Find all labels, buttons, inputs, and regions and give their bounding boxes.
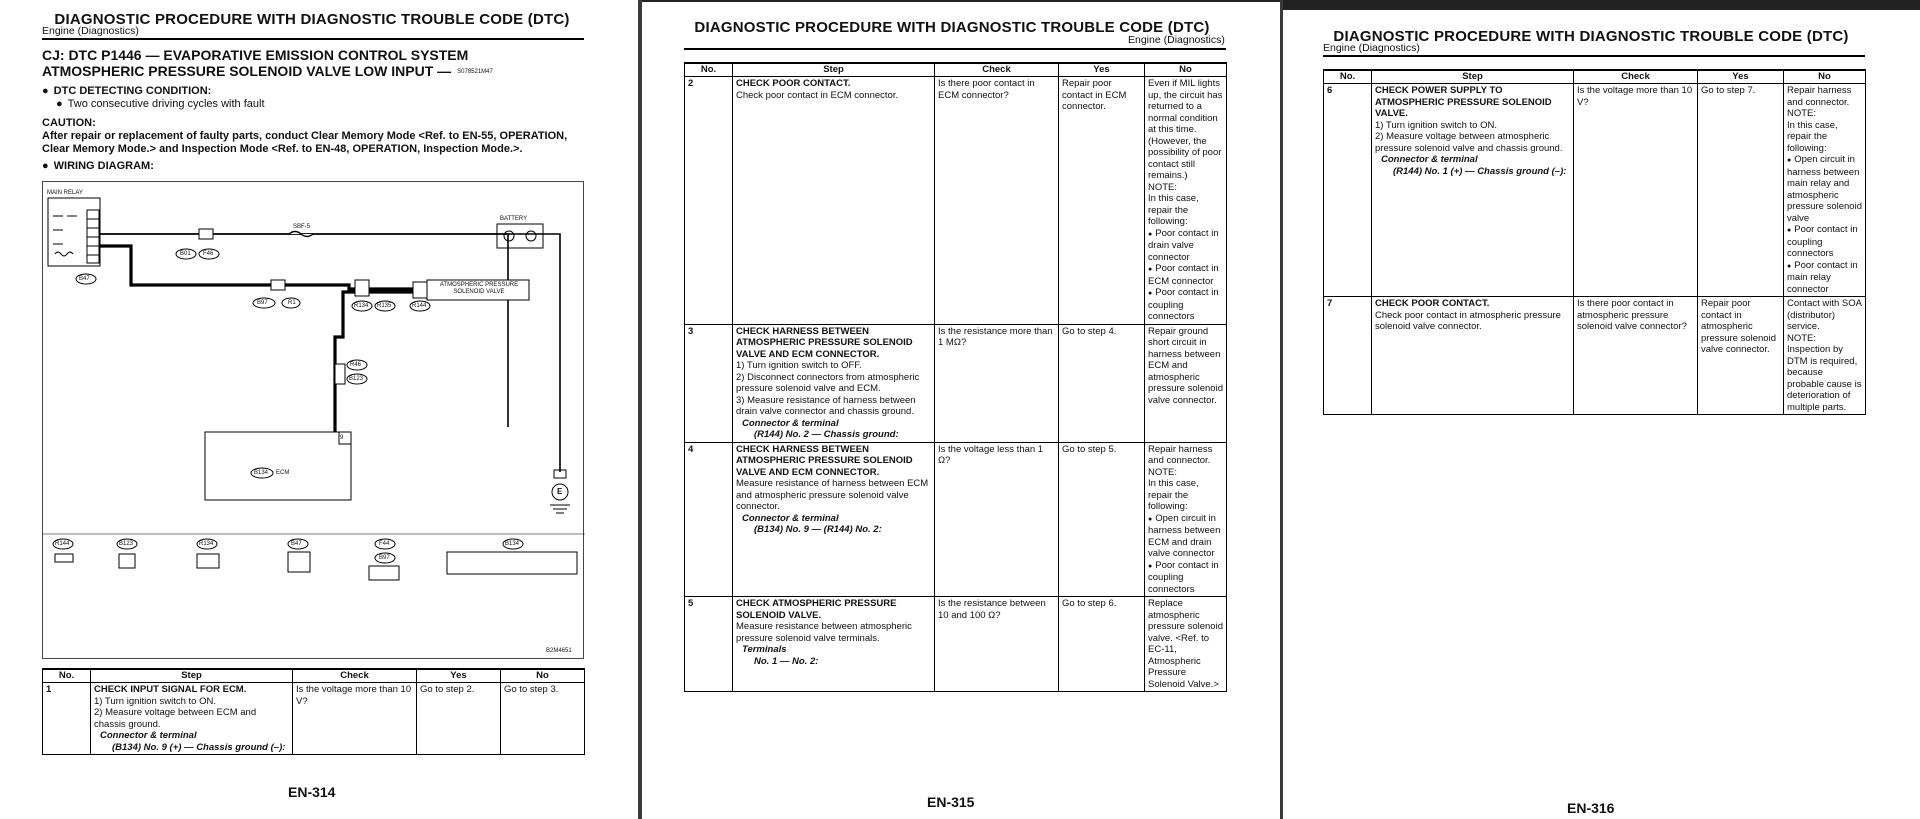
yes-cell: Go to step 4. — [1059, 324, 1145, 442]
step-cell — [733, 324, 935, 442]
connector-label: Connector & terminal — [742, 417, 839, 429]
yes-cell: Go to step 7. — [1698, 84, 1784, 297]
page-number: EN-314 — [288, 784, 336, 800]
step-title: CHECK HARNESS BETWEEN ATMOSPHERIC PRESSURE SOLENOID VALVE AND ECM CONNECTOR. — [736, 443, 913, 478]
figure-code: B2M4651 — [546, 648, 572, 654]
no-cell — [1145, 77, 1227, 325]
conn-b134: B134 — [254, 470, 269, 476]
conn-r1: R1 — [288, 300, 296, 306]
table-header-row — [1324, 70, 1866, 84]
column-header: Step — [91, 669, 293, 683]
step-instruction: 2) Disconnect connectors from atmospheric pressure solenoid valve and ECM. — [736, 371, 920, 394]
step-instruction: Measure resistance of harness between ECM and atmospheric pressure solenoid valve connector. — [736, 478, 929, 512]
wiring-diagram-svg — [43, 182, 585, 660]
step-title: CHECK INPUT SIGNAL FOR ECM. — [94, 684, 247, 695]
table-header-row — [685, 63, 1227, 77]
step-title: CHECK POWER SUPPLY TO ATMOSPHERIC PRESSURE SOLENOID VALVE. — [1375, 85, 1552, 119]
yes-cell: Go to step 6. — [1059, 597, 1145, 692]
wiring-heading: WIRING DIAGRAM: — [53, 160, 154, 172]
step-instruction: 1) Turn ignition switch to ON. — [94, 695, 216, 707]
no-note: Inspection by DTM is required, because probable cause is deterioration of multiple parts. — [1787, 344, 1862, 413]
no-note: NOTE: — [1148, 466, 1178, 478]
condition-block: ● DTC DETECTING CONDITION: ● Two consecutive driving cycles with fault — [42, 85, 265, 110]
step-instruction: Measure resistance between atmospheric pressure solenoid valve terminals. — [736, 621, 912, 644]
atm-valve-label: ATMOSPHERIC PRESSURE SOLENOID VALVE — [439, 282, 519, 295]
column-header: No — [501, 669, 585, 683]
yes-cell: Repair poor contact in ECM connector. — [1059, 77, 1145, 325]
step-number: 6 — [1324, 84, 1372, 297]
conn-r135: R135 — [377, 303, 392, 309]
table-header-row — [43, 669, 585, 683]
ecm-pin-9: 9 — [340, 435, 344, 441]
column-header: No. — [43, 669, 91, 683]
step-instruction: 1) Turn ignition switch to ON. — [1375, 119, 1497, 131]
connector-terminal: No. 1 — No. 2: — [754, 655, 819, 667]
step-number: 4 — [685, 442, 733, 597]
no-note: NOTE: — [1148, 181, 1178, 193]
legend-r144: R144 — [55, 541, 70, 547]
no-cell — [1145, 324, 1227, 442]
conn-r144: R144 — [412, 303, 427, 309]
page-subheader: Engine (Diagnostics) — [1323, 42, 1420, 54]
no-bullet: ● Open circuit in harness between main relay and atmospheric pressure solenoid valve — [1787, 154, 1862, 224]
no-bullet: ● Poor contact in main relay connector — [1787, 260, 1862, 296]
column-header: Step — [1372, 70, 1574, 84]
connector-label: Connector & terminal — [100, 730, 197, 741]
page-subheader: Engine (Diagnostics) — [1128, 34, 1225, 46]
no-cell — [1145, 442, 1227, 597]
legend-b97: B97 — [379, 555, 390, 561]
no-note: In this case, repair the following: — [1148, 193, 1199, 227]
legend-f44: F44 — [379, 541, 390, 547]
table-row — [685, 324, 1227, 442]
column-header: Yes — [417, 669, 501, 683]
step-instruction: 3) Measure resistance of harness between drain valve connector and chassis ground. — [736, 394, 916, 417]
conn-r46: R46 — [350, 362, 362, 368]
no-note: Repair harness and connector. — [1787, 85, 1852, 108]
no-bullet: ● Poor contact in ECM connector — [1148, 263, 1223, 287]
legend-b123: B123 — [119, 541, 134, 547]
condition-heading: DTC DETECTING CONDITION: — [53, 85, 212, 97]
no-bullet: ● Open circuit in harness between ECM and drain valve connector — [1148, 513, 1223, 560]
step-number: 5 — [685, 597, 733, 692]
column-header: Step — [733, 63, 935, 77]
legend-b134: B134 — [505, 541, 520, 547]
dtc-table-en-314 — [42, 668, 585, 755]
column-header: Yes — [1059, 63, 1145, 77]
step-cell — [733, 77, 935, 325]
dtc-title-line2: ATMOSPHERIC PRESSURE SOLENOID VALVE LOW INPUT — — [42, 63, 452, 79]
no-note: Repair ground short circuit in harness between ECM and atmospheric pressure solenoid valve connector. — [1148, 325, 1223, 406]
no-note: In this case, repair the following: — [1148, 478, 1199, 512]
yes-cell: Repair poor contact in atmospheric pressure solenoid valve connector. — [1698, 297, 1784, 415]
step-cell — [1372, 84, 1574, 297]
conn-b01: B01 — [180, 251, 191, 257]
check-cell: Is there poor contact in ECM connector? — [935, 77, 1059, 325]
page-header: DIAGNOSTIC PROCEDURE WITH DIAGNOSTIC TROUBLE CODE (DTC) — [694, 19, 1210, 36]
connector-terminal: (R144) No. 2 — Chassis ground: — [754, 429, 899, 440]
column-header: Check — [1574, 70, 1698, 84]
no-cell: Go to step 3. — [501, 683, 585, 755]
conn-f46: F46 — [203, 251, 214, 257]
no-bullet: ● Poor contact in drain valve connector — [1148, 228, 1223, 264]
no-note: Contact with SOA (distributor) service. — [1787, 298, 1862, 332]
column-header: Check — [293, 669, 417, 683]
column-header: No — [1145, 63, 1227, 77]
check-cell: Is the voltage more than 10 V? — [1574, 84, 1698, 297]
dtc-title-code: S078521M47 — [457, 69, 493, 76]
check-cell: Is the voltage more than 10 V? — [293, 683, 417, 755]
wiring-diagram — [42, 181, 584, 659]
header-rule — [42, 38, 584, 40]
no-note: NOTE: — [1787, 108, 1817, 119]
page-en-316 — [1283, 0, 1920, 819]
step-title: CHECK HARNESS BETWEEN ATMOSPHERIC PRESSURE SOLENOID VALVE AND ECM CONNECTOR. — [736, 325, 913, 360]
check-cell: Is there poor contact in atmospheric pressure solenoid valve connector? — [1574, 297, 1698, 415]
main-relay-label: MAIN RELAY — [47, 190, 83, 196]
page-subheader: Engine (Diagnostics) — [42, 25, 139, 37]
page-number: EN-315 — [927, 794, 975, 810]
table-row — [685, 77, 1227, 325]
table-row — [43, 683, 585, 755]
connector-terminal: (B134) No. 9 — (R144) No. 2: — [754, 524, 882, 535]
dtc-title — [42, 47, 602, 80]
conn-b97: B97 — [257, 300, 268, 306]
connector-label: Connector & terminal — [1381, 154, 1478, 165]
column-header: Yes — [1698, 70, 1784, 84]
conn-r134: R134 — [354, 303, 369, 309]
connector-label: Connector & terminal — [742, 512, 839, 524]
step-title: CHECK POOR CONTACT. — [736, 78, 851, 89]
battery-label: BATTERY — [500, 216, 528, 222]
no-bullet: ● Poor contact in coupling connectors — [1148, 287, 1223, 323]
step-instruction: 1) Turn ignition switch to OFF. — [736, 360, 862, 371]
caution-line2: Clear Memory Mode.> and Inspection Mode <Ref. to EN-48, OPERATION, Inspection Mode.>. — [42, 143, 523, 155]
step-title: CHECK ATMOSPHERIC PRESSURE SOLENOID VALVE. — [736, 598, 897, 621]
yes-cell: Go to step 5. — [1059, 442, 1145, 597]
table-row — [685, 442, 1227, 597]
dtc-title-line1: CJ: DTC P1446 — EVAPORATIVE EMISSION CONTROL SYSTEM — [42, 47, 469, 63]
no-cell — [1784, 84, 1866, 297]
no-note: Repair harness and connector. — [1148, 443, 1213, 466]
connector-label: Terminals — [742, 644, 787, 655]
yes-cell: Go to step 2. — [417, 683, 501, 755]
ecm-label: ECM — [276, 470, 290, 476]
dtc-table-en-316 — [1323, 69, 1866, 415]
no-bullet: ● Poor contact in coupling connectors — [1148, 560, 1223, 596]
ground-label: E — [557, 487, 563, 496]
step-instruction: 2) Measure voltage between ECM and chassis ground. — [94, 707, 257, 730]
step-number: 1 — [43, 683, 91, 755]
step-cell — [91, 683, 293, 755]
condition-item: Two consecutive driving cycles with fault — [67, 98, 265, 110]
wiring-heading-row: ● WIRING DIAGRAM: — [42, 160, 154, 172]
caution-block — [42, 117, 602, 156]
conn-b47: B47 — [79, 276, 90, 282]
page-en-314 — [0, 0, 638, 819]
legend-r134: R134 — [199, 541, 214, 547]
table-row — [1324, 297, 1866, 415]
column-header: No. — [685, 63, 733, 77]
header-rule — [684, 48, 1226, 50]
check-cell: Is the resistance more than 1 MΩ? — [935, 324, 1059, 442]
conn-b123: B123 — [349, 376, 364, 382]
step-number: 3 — [685, 324, 733, 442]
column-header: No — [1784, 70, 1866, 84]
caution-heading: CAUTION: — [42, 117, 96, 129]
step-cell — [733, 442, 935, 597]
step-instruction: 2) Measure voltage between atmospheric pressure solenoid valve and chassis ground. — [1375, 131, 1563, 154]
no-cell — [1784, 297, 1866, 415]
step-instruction: Check poor contact in atmospheric pressure solenoid valve connector. — [1375, 309, 1561, 332]
dtc-table-en-315 — [684, 62, 1227, 692]
step-title: CHECK POOR CONTACT. — [1375, 298, 1490, 309]
step-number: 7 — [1324, 297, 1372, 415]
connector-terminal: (B134) No. 9 (+) — Chassis ground (–): — [112, 741, 286, 753]
no-cell — [1145, 597, 1227, 692]
step-cell — [733, 597, 935, 692]
page-number: EN-316 — [1567, 800, 1615, 816]
check-cell: Is the voltage less than 1 Ω? — [935, 442, 1059, 597]
step-cell — [1372, 297, 1574, 415]
table-row — [1324, 84, 1866, 297]
header-rule — [1323, 55, 1865, 57]
connector-terminal: (R144) No. 1 (+) — Chassis ground (–): — [1393, 165, 1567, 177]
page-en-315 — [642, 0, 1280, 819]
legend-b47: B47 — [291, 541, 302, 547]
column-header: Check — [935, 63, 1059, 77]
no-note: In this case, repair the following: — [1787, 119, 1838, 154]
step-instruction: Check poor contact in ECM connector. — [736, 89, 899, 101]
no-note: Even if MIL lights up, the circuit has returned to a normal condition at this time. (However, the possibility of poor contact still remains.) — [1148, 78, 1223, 181]
no-note: NOTE: — [1787, 332, 1817, 344]
page-header: DIAGNOSTIC PROCEDURE WITH DIAGNOSTIC TROUBLE CODE (DTC) — [54, 11, 570, 28]
step-number: 2 — [685, 77, 733, 325]
check-cell: Is the resistance between 10 and 100 Ω? — [935, 597, 1059, 692]
caution-line1: After repair or replacement of faulty parts, conduct Clear Memory Mode <Ref. to EN-55, OPERATION, — [42, 130, 568, 142]
no-note: Replace atmospheric pressure solenoid valve. <Ref. to EC-11, Atmospheric Pressure Solenoid Valve.> — [1148, 598, 1223, 690]
page-header: DIAGNOSTIC PROCEDURE WITH DIAGNOSTIC TROUBLE CODE (DTC) — [1333, 28, 1849, 45]
table-row — [685, 597, 1227, 692]
no-bullet: ● Poor contact in coupling connectors — [1787, 224, 1862, 260]
fuse-label: SBF-5 — [293, 224, 311, 230]
column-header: No. — [1324, 70, 1372, 84]
